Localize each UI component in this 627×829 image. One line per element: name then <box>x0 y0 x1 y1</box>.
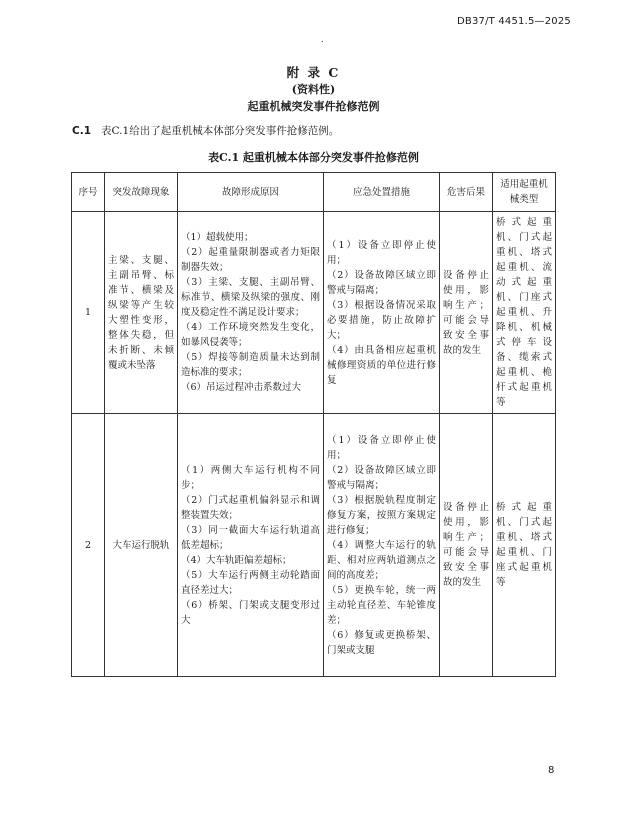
cell-causes <box>178 212 324 414</box>
measure-item: （1）设备立即停止使用； <box>327 239 436 266</box>
cause-item: （6）吊运过程冲击系数过大 <box>181 382 302 393</box>
cell-measures <box>324 414 440 677</box>
cause-item: （3）同一截面大车运行轨道高低差超标； <box>181 524 320 551</box>
cause-item: （5）大车运行两侧主动轮踏面直径差过大； <box>181 569 320 596</box>
header-cell-measures: 应急处置措施 <box>324 173 440 212</box>
annex-nature: (资料性) <box>291 83 336 96</box>
cell-harm: 设备停止使用，影响生产；可能会导致安全事故的发生 <box>440 414 493 677</box>
table-caption: 表C.1 起重机械本体部分突发事件抢修范例 <box>208 151 419 164</box>
cell-harm: 设备停止使用，影响生产；可能会导致安全事故的发生 <box>440 212 493 414</box>
measure-item: （6）修复或更换桥架、门架或支腿 <box>327 629 436 656</box>
page-number: 8 <box>548 765 555 776</box>
header-dot: . <box>321 35 324 44</box>
document-id: DB37/T 4451.5—2025 <box>457 16 571 27</box>
measure-item: （2）设备故障区域立即警戒与隔离； <box>327 464 436 491</box>
cell-no: 2 <box>72 414 105 677</box>
cell-no: 1 <box>72 212 105 414</box>
cause-item: （2）门式起重机偏斜显示和调整装置失效； <box>181 494 320 521</box>
header-cell-no: 序号 <box>72 173 105 212</box>
measure-item: （3）根据脱轨程度制定修复方案，按照方案规定进行修复； <box>327 494 436 536</box>
header-cell-types: 适用起重机械类型 <box>493 173 556 212</box>
table-row <box>72 414 556 677</box>
cell-phenomenon: 主梁、支腿、主副吊臂、标准节、横梁及纵梁等产生较大塑性变形，整体失稳，但未折断、未倾覆或未坠落 <box>105 212 178 414</box>
measure-item: （2）设备故障区域立即警戒与隔离； <box>327 269 436 296</box>
cell-types: 桥式起重机、门式起重机、塔式起重机、流动式起重机、门座式起重机、升降机、机械式停车设备、缆索式起重机、桅杆式起重机等 <box>493 212 556 414</box>
cause-item: （4）大车轨距偏差超标； <box>181 554 292 566</box>
cause-item: （2）起重量限制器或者力矩限制器失效； <box>181 247 320 273</box>
measure-item: （3）根据设备情况采取必要措施，防止故障扩大； <box>327 299 436 341</box>
emergency-repair-table <box>71 172 556 677</box>
cell-types: 桥式起重机、门式起重机、塔式起重机、门座式起重机等 <box>493 414 556 677</box>
header-cell-causes: 故障形成原因 <box>178 173 324 212</box>
clause-text: 表C.1给出了起重机械本体部分突发事件抢修范例。 <box>101 125 340 137</box>
cell-phenomenon: 大车运行脱轨 <box>105 414 178 677</box>
annex-title-block <box>0 64 627 116</box>
cause-item: （1）超载使用； <box>181 232 254 243</box>
measure-item: （5）更换车轮，统一两主动轮直径差、车轮锥度差； <box>327 584 436 626</box>
header-cell-harm: 危害后果 <box>440 173 493 212</box>
header-cell-phenomenon: 突发故障现象 <box>105 173 178 212</box>
cause-item: （3）主梁、支腿、主副吊臂、标准节、横梁及纵梁的强度、刚度及稳定性不满足设计要求； <box>181 277 320 318</box>
cause-item: （4）工作环境突然发生变化，如暴风侵袭等； <box>181 322 320 348</box>
clause-c1 <box>72 124 339 138</box>
measure-item: （4）调整大车运行的轨距、相对应两轨道测点之间的高度差； <box>327 539 436 581</box>
annex-title: 起重机械突发事件抢修范例 <box>247 100 380 113</box>
table-row <box>72 212 556 414</box>
measure-item: （1）设备立即停止使用； <box>327 434 436 461</box>
cell-measures <box>324 212 440 414</box>
cell-causes <box>178 414 324 677</box>
cause-item: （5）焊接等制造质量未达到制造标准的要求； <box>181 352 320 378</box>
cause-item: （6）桥架、门架或支腿变形过大 <box>181 599 320 626</box>
measure-item: （4）由具备相应起重机械修理资质的单位进行修复 <box>327 344 436 386</box>
cause-item: （1）两侧大车运行机构不同步； <box>181 464 320 491</box>
annex-label: 附 录 C <box>286 65 341 80</box>
table-header-row <box>72 173 556 212</box>
clause-number: C.1 <box>72 125 92 137</box>
